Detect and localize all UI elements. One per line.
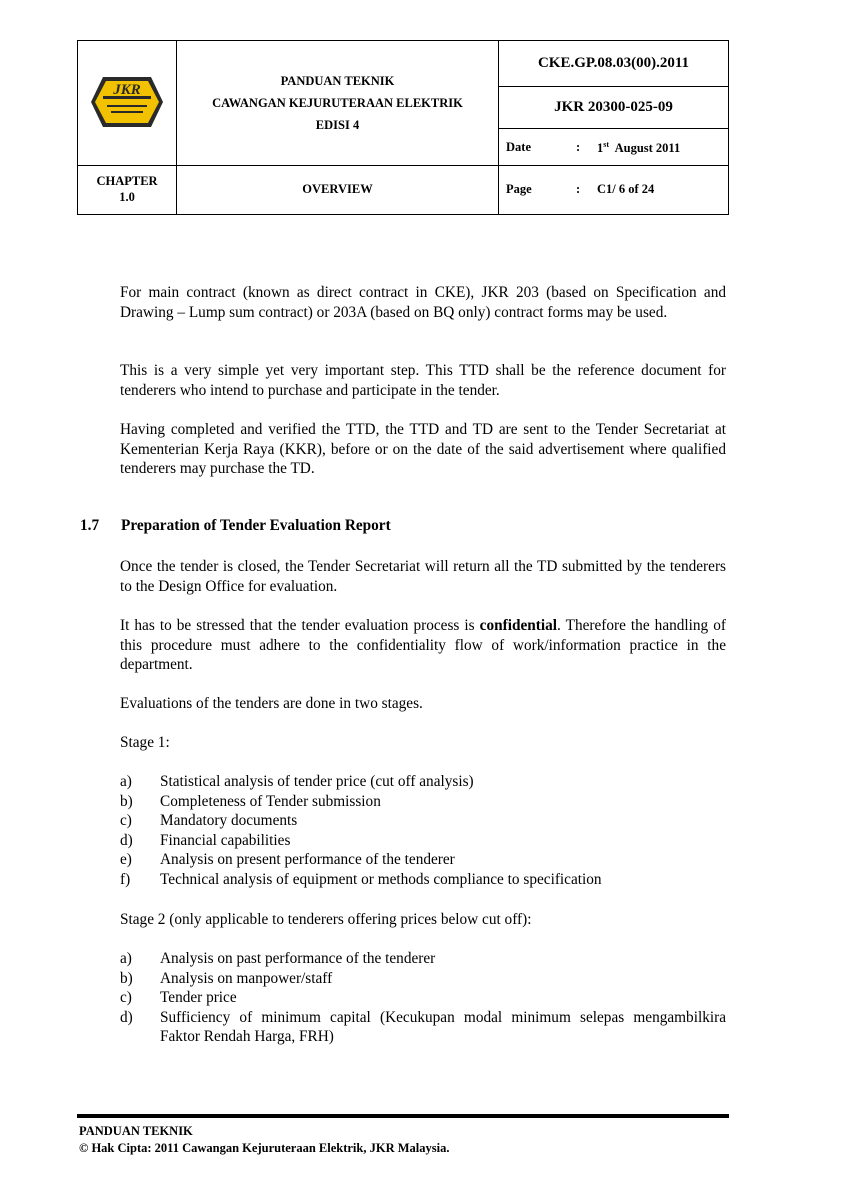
paragraph: It has to be stressed that the tender evaluation process is confidential. Therefore the handling of this procedure must adhere to the confidentiality flow of work/information practice in the department.: [120, 617, 726, 674]
footer-rule: [77, 1114, 729, 1118]
stage-1-label: Stage 1:: [120, 734, 170, 751]
list-item: b) Analysis on manpower/staff: [120, 969, 333, 987]
stage-2-list: [120, 949, 726, 1047]
chapter-label: CHAPTER: [96, 174, 158, 188]
stage-1-list: [120, 772, 726, 890]
list-item: d) Financial capabilities: [120, 831, 291, 849]
title-line-1: PANDUAN TEKNIK: [280, 74, 395, 88]
stage-2-label: Stage 2 (only applicable to tenderers offering prices below cut off):: [120, 911, 532, 928]
list-item: d) Sufficiency of minimum capital (Kecukupan modal minimum selepas mengambilkira Faktor Rendah Harga, FRH): [120, 1008, 726, 1046]
document-code: CKE.GP.08.03(00).2011: [537, 55, 690, 71]
date-label: Date: [506, 140, 531, 154]
divider: [78, 165, 728, 166]
footer-copyright: © Hak Cipta: 2011 Cawangan Kejuruteraan Elektrik, JKR Malaysia.: [79, 1141, 450, 1155]
page-colon: :: [576, 182, 581, 196]
document-title: [177, 41, 498, 165]
paragraph: For main contract (known as direct contract in CKE), JKR 203 (based on Specification and Drawing – Lump sum contract) or 203A (based on BQ only) contract forms may be used.: [120, 284, 726, 321]
list-item: c) Mandatory documents: [120, 812, 298, 830]
section-number: 1.7: [80, 517, 100, 534]
chapter-cell: [78, 173, 176, 205]
chapter-number: 1.0: [119, 190, 135, 204]
date-colon: :: [576, 140, 581, 154]
paragraph: Once the tender is closed, the Tender Secretariat will return all the TD submitted by the tenderers to the Design Office for evaluation.: [120, 558, 726, 595]
divider: [498, 128, 728, 129]
document-header-table: [77, 40, 729, 215]
list-item: a) Analysis on past performance of the tenderer: [120, 950, 436, 967]
list-item: c) Tender price: [120, 989, 237, 1007]
section-name: OVERVIEW: [302, 182, 373, 196]
logo-text: JKR: [113, 82, 141, 98]
title-line-2: CAWANGAN KEJURUTERAAN ELEKTRIK: [212, 96, 463, 110]
jkr-logo: [87, 73, 167, 131]
paragraph: This is a very simple yet very important step. This TTD shall be the reference document for tenderers who intend to purchase and participate in the tender.: [120, 362, 726, 399]
section-title: Preparation of Tender Evaluation Report: [121, 517, 391, 534]
page-label: Page: [506, 182, 532, 196]
page-value: C1/ 6 of 24: [597, 182, 655, 196]
list-item: b) Completeness of Tender submission: [120, 792, 381, 810]
title-line-3: EDISI 4: [315, 118, 360, 132]
emphasis-confidential: confidential: [479, 617, 557, 634]
footer-title: PANDUAN TEKNIK: [79, 1124, 193, 1138]
date-value: 1st August 2011: [597, 140, 681, 156]
list-item: f) Technical analysis of equipment or methods compliance to specification: [120, 870, 602, 888]
list-item: a) Statistical analysis of tender price (cut off analysis): [120, 773, 474, 790]
reference-code: JKR 20300-025-09: [554, 99, 673, 115]
list-item: e) Analysis on present performance of the tenderer: [120, 851, 455, 869]
paragraph: Having completed and verified the TTD, the TTD and TD are sent to the Tender Secretariat at Kementerian Kerja Raya (KKR), before or on the date of the said advertisement where qualified tenderers may purchase the TD.: [120, 421, 726, 478]
paragraph: Evaluations of the tenders are done in two stages.: [120, 695, 423, 712]
